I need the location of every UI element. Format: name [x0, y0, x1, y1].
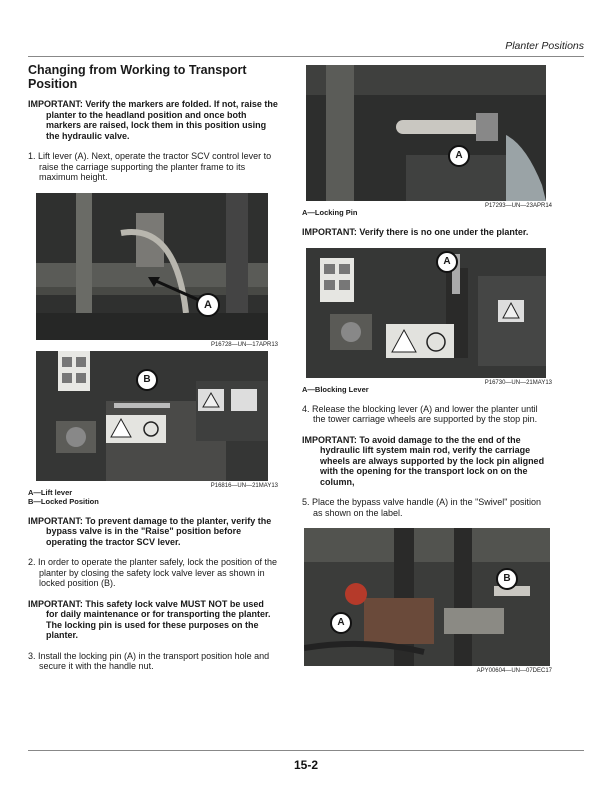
step-5: 5. Place the bypass valve handle (A) in the "Swivel" position as shown on the label. [302, 497, 542, 518]
figure-legend: A—Locking Pin [302, 208, 358, 217]
right-column [302, 63, 552, 675]
important-note-safety-lock: IMPORTANT: This safety lock valve MUST NOT be used for daily maintenance or for transporting the planter. The locking pin is used for these purposes on the planter. [28, 598, 271, 640]
running-header: Planter Positions [505, 40, 584, 52]
step-2: 2. In order to operate the planter safely, lock the position of the planter by closing the safety lock valve lever as shown in locked position (B). [28, 557, 277, 588]
left-column [28, 63, 278, 682]
figure-code: P16816—UN—21MAY13 [210, 482, 278, 489]
callout-a: A [196, 293, 220, 317]
step-1: 1. Lift lever (A). Next, operate the tractor SCV control lever to raise the carriage supporting the planter frame to its maximum height. [28, 151, 272, 182]
footer-divider [28, 750, 584, 751]
figure-legend: A—Blocking Lever [302, 384, 369, 394]
callout-a: A [330, 612, 352, 634]
figure-legend [28, 488, 278, 506]
callout-a: A [436, 251, 458, 273]
header-divider [28, 56, 584, 57]
callout-b: B [496, 568, 518, 590]
legend-entry: A—Lift lever [28, 487, 73, 497]
photo-locked-position [36, 351, 268, 481]
figure-code: P17293—UN—23APR14 [484, 203, 552, 209]
photo-locking-pin [306, 65, 546, 201]
step-4: 4. Release the blocking lever (A) and lower the planter until the tower carriage wheels are supported by the stop pin. [302, 403, 538, 424]
important-note-no-one-under: IMPORTANT: Verify there is no one under the planter. [302, 227, 529, 237]
callout-b: B [136, 369, 158, 391]
photo-bypass-valve [304, 528, 550, 666]
section-heading: Changing from Working to Transport Position [28, 63, 247, 91]
figure-code: P16730—UN—21MAY13 [484, 379, 552, 386]
important-note-markers: IMPORTANT: Verify the markers are folded. If not, raise the planter to the headland position and once both markers are raised, lock them in this position using the hydraulic valve. [28, 99, 278, 141]
page-number: 15-2 [293, 758, 319, 772]
step-3: 3. Install the locking pin (A) in the transport position hole and secure it with the handle nut. [28, 650, 270, 671]
important-note-bypass: IMPORTANT: To prevent damage to the planter, verify the bypass valve is in the "Raise" position before operating the tractor SCV lever. [28, 515, 272, 547]
figure-code: P16728—UN—17APR13 [210, 341, 278, 348]
important-note-main-rod: IMPORTANT: To avoid damage to the the end of the hydraulic lift system main rod, verify the carriage wheels are always supported by the lock pin aligned with the opening for the transport lock on on the column, [302, 434, 545, 487]
photo-lift-lever [36, 193, 268, 340]
figure-code: APY00604—UN—07DEC17 [476, 668, 552, 674]
callout-a: A [448, 145, 470, 167]
photo-blocking-lever [306, 248, 546, 378]
legend-entry: B—Locked Position [28, 496, 99, 506]
